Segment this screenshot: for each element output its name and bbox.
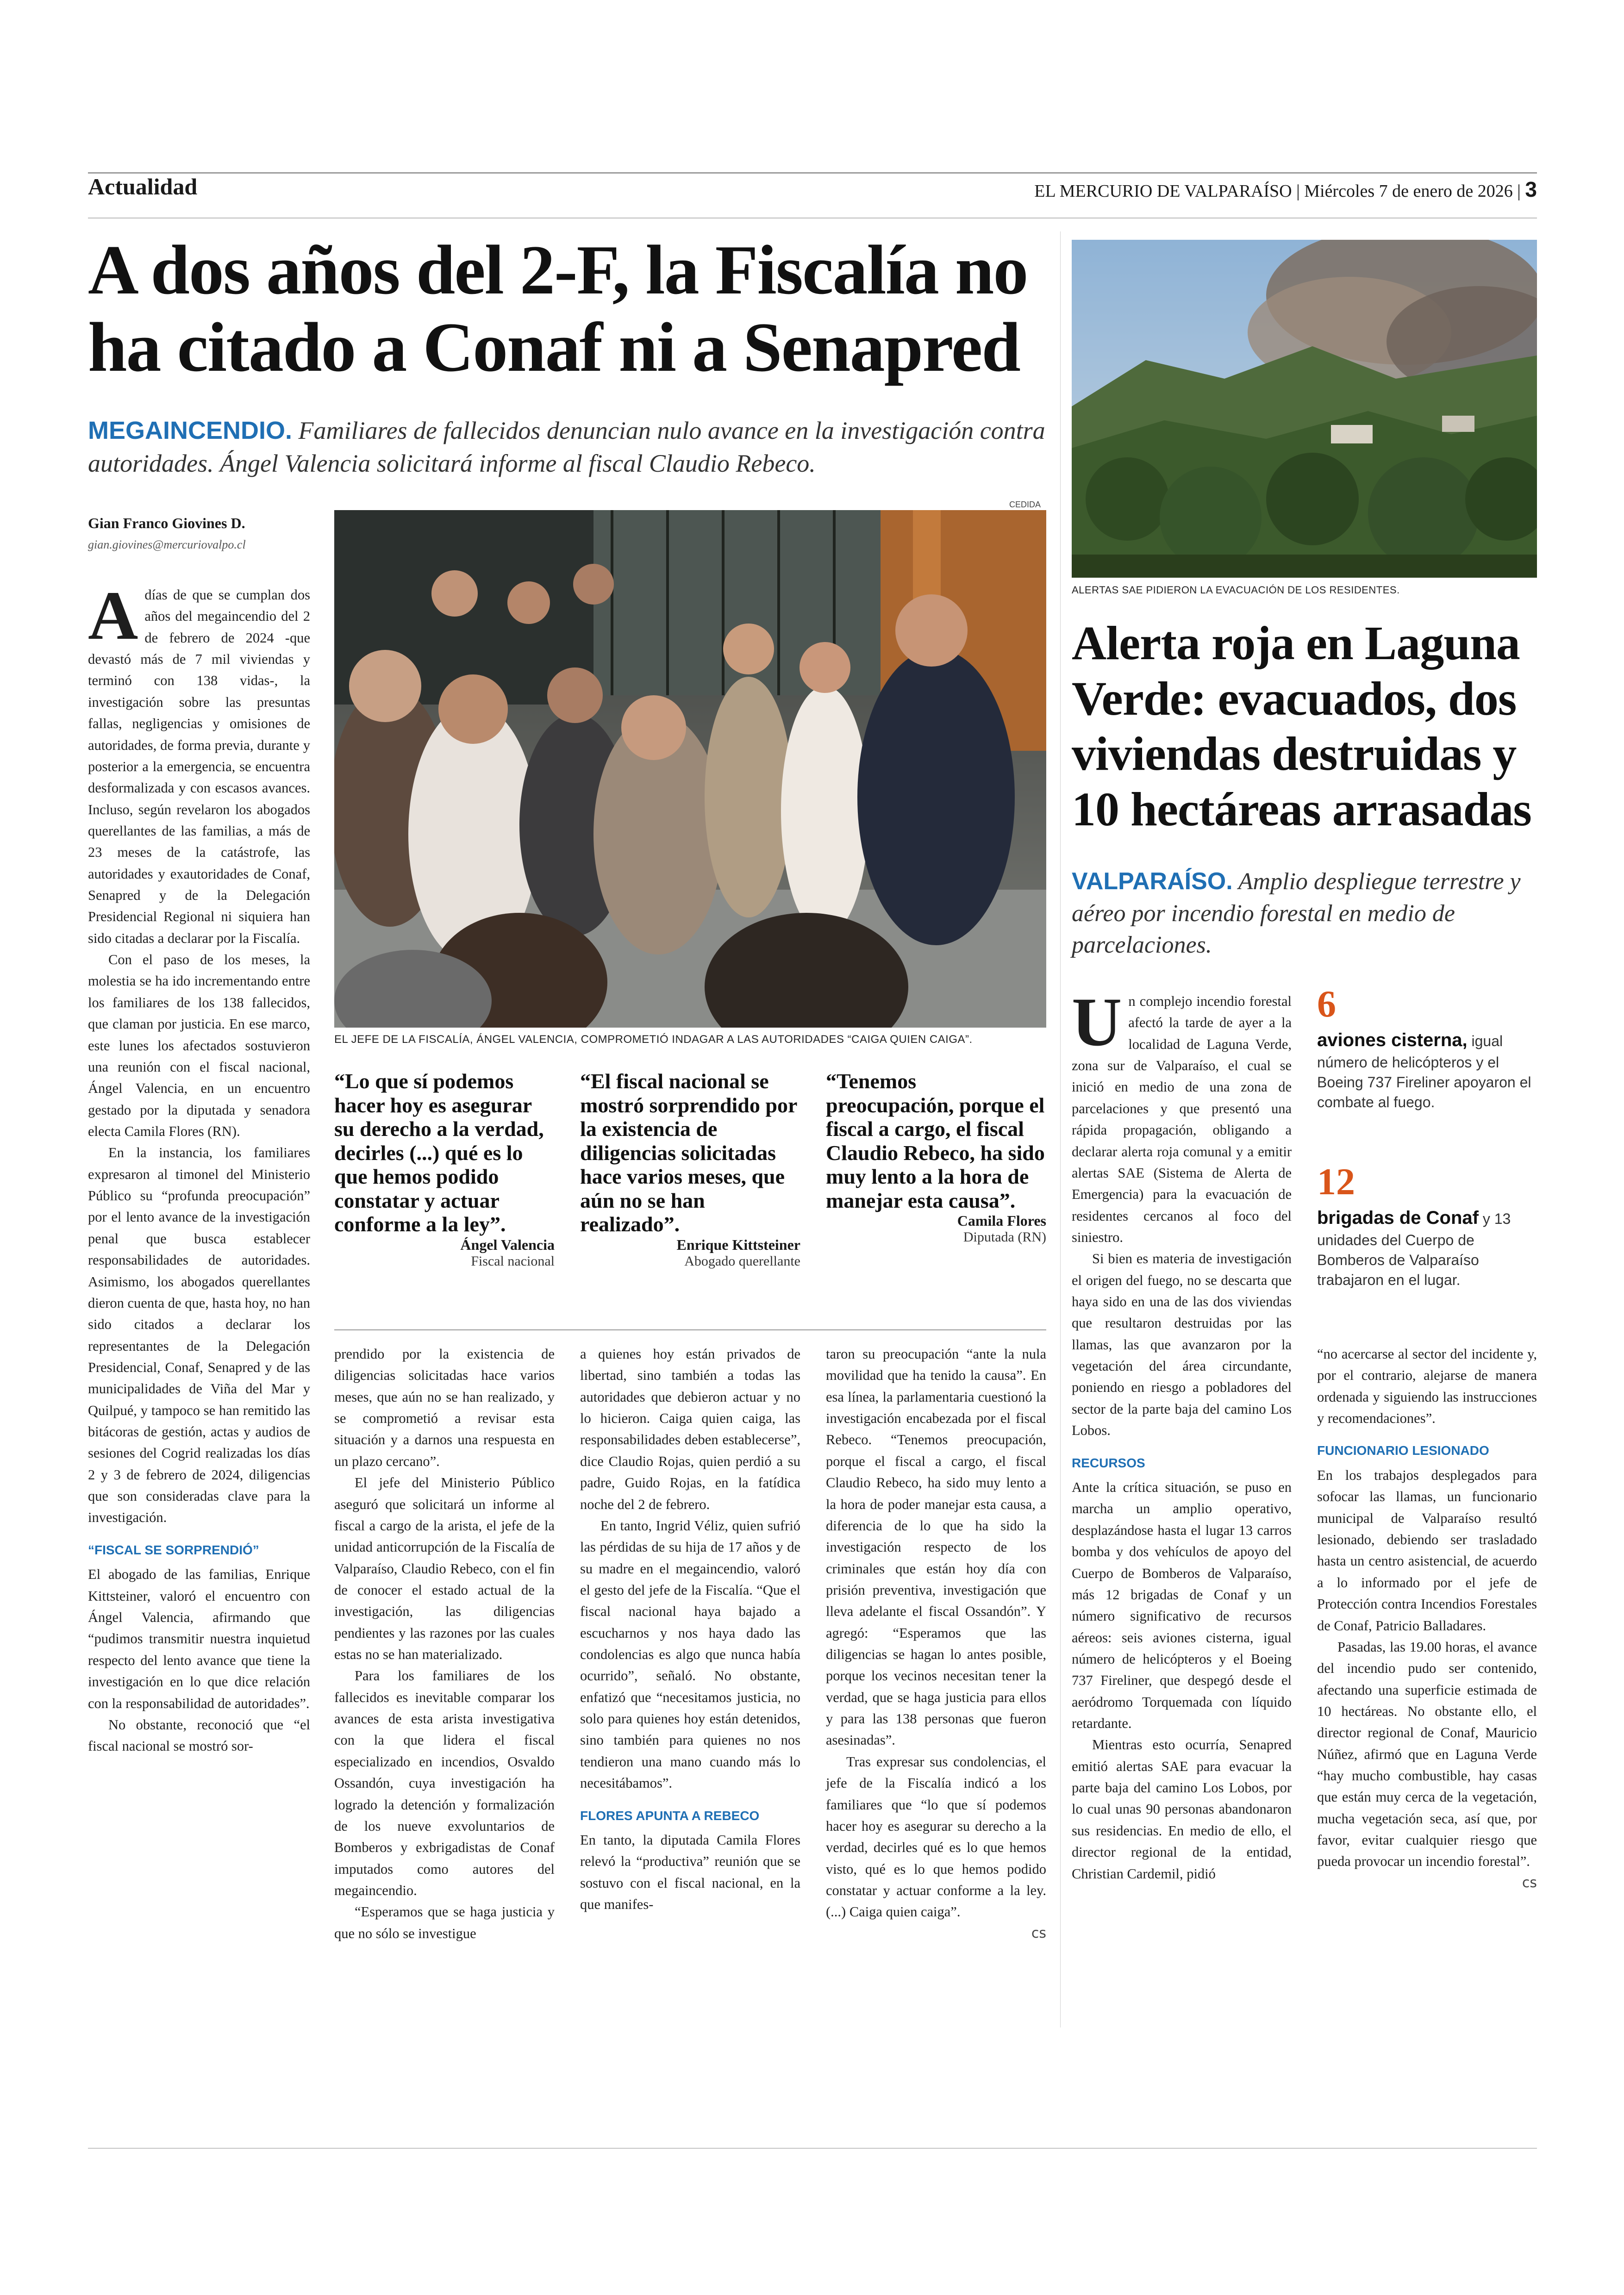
main-col3-p3: En tanto, la diputada Camila Flores relevó la “productiva” reunión que se sostuvo con el fiscal nacional, en la que manifes- <box>580 1832 800 1913</box>
side-subhead-lesionado: FUNCIONARIO LESIONADO <box>1317 1443 1489 1458</box>
stat-2-bold: brigadas de Conaf <box>1317 1208 1479 1228</box>
main-subhead-1: “FISCAL SE SORPRENDIÓ” <box>88 1542 259 1557</box>
publication-name: EL MERCURIO DE VALPARAÍSO <box>1034 181 1292 201</box>
cs-logo-icon: ᴄs <box>1031 1925 1046 1941</box>
byline: Gian Franco Giovines D. <box>88 515 245 531</box>
stat-box-2 <box>1317 1160 1537 1291</box>
story-divider <box>1060 231 1061 2027</box>
side-kicker: VALPARAÍSO. <box>1072 868 1233 895</box>
main-col1-p2: Con el paso de los meses, la molestia se ha ido incrementando entre los familiares de los 138 fallecidos, que claman por justicia. En ese marco, este lunes los afectados sostuvieron una reunión con el fiscal nacional, Ángel Valencia, en un encuentro gestado por la diputada y senadora electa Camila Flores (RN). <box>88 952 310 1139</box>
section-label: Actualidad <box>88 174 198 200</box>
side-colB-p1: “no acercarse al sector del incidente y, por el contrario, alejarse de manera ordenada y siguiendo las instrucciones y recomendaciones”. <box>1317 1346 1537 1427</box>
main-deck <box>88 414 1060 480</box>
pull-quote-1 <box>334 1069 555 1269</box>
main-col4-p1: taron su preocupación “ante la nula movilidad que ha tenido la causa”. En esa línea, la parlamentaria cuestionó la investigación encabezada por el fiscal Rebeco. “Tenemos preocupación, porque el fiscal a cargo, el fiscal Claudio Rebeco, ha sido muy lento a la hora de poder manejar esta causa, a diferencia de lo que ha sido la investigación respecto de los criminales que están hoy día con prisión preventiva, investigación que lleva adelante el fiscal Ossandón”. Y agregó: “Esperamos que las diligencias se hagan lo antes posible, porque los vecinos necesitan tener la verdad, que se haga justicia para ellos y para las 138 personas que fueron asesinadas”. <box>826 1346 1046 1748</box>
main-col2-p1: prendido por la existencia de diligencias solicitadas hace varios meses, que aún no se han realizado, y se comprometió a revisar esta situación y a darnos una respuesta en un plazo cercano”. <box>334 1346 555 1469</box>
side-colB-p3: Pasadas, las 19.00 horas, el avance del incendio pudo ser contenido, afectando una superficie estimada de 10 hectáreas. No obstante ello, el director regional de Conaf, Mauricio Núñez, afirmó que en Laguna Verde “hay mucho combustible, hay casas que están muy cerca de la vegetación, mucha vegetación seca, así que, por favor, evitar cualquier riesgo que pueda provocar un incendio forestal”. <box>1317 1639 1537 1870</box>
stat-2-number: 12 <box>1317 1160 1355 1203</box>
side-colB-p2: En los trabajos desplegados para sofocar las llamas, un funcionario municipal de Valparaíso resultó lesionado, debiendo ser trasladado hasta un centro asistencial, de acuerdo a lo informado por el jefe de Protección contra Incendios Forestales de Conaf, Patricio Balladares. <box>1317 1467 1537 1634</box>
main-col2-p4: “Esperamos que se haga justicia y que no sólo se investigue <box>334 1904 555 1941</box>
issue-date: Miércoles 7 de enero de 2026 <box>1304 181 1513 201</box>
side-deck <box>1072 866 1537 961</box>
main-photo <box>334 510 1046 1028</box>
pull-quote-3 <box>826 1069 1046 1245</box>
quote-1-author: Ángel Valencia <box>460 1236 555 1253</box>
main-col1-p4: El abogado de las familias, Enrique Kittsteiner, valoró el encuentro con Ángel Valencia, afirmando que “pudimos transmitir nuestra inquietud respecto del lento avance que tiene la investigación en lo que dice relación con la responsabilidad de autoridades”. <box>88 1566 310 1711</box>
side-deck-text: Amplio despliegue terrestre y aéreo por incendio forestal en medio de parcelaciones. <box>1072 868 1521 959</box>
main-col2-p3: Para los familiares de los fallecidos es inevitable comparar los avances de esta arista investigativa con la que lidera el fiscal especializado en incendios, Osvaldo Ossandón, cuya investigación ha logrado la detención y formalización de los nueve exvoluntarios de Bomberos y exbrigadistas de Conaf imputados como autores del megaincendio. <box>334 1668 555 1898</box>
side-colA-p1: n complejo incendio forestal afectó la tarde de ayer a la localidad de Laguna Verde, zona sur de Valparaíso, el cual se inició en medio de una zona de parcelaciones y que presentó una rápida propagación, obligando a declarar alerta roja comunal y a emitir alertas SAE (Sistema de Alerta de Emergencia) para la evacuación de residentes cercanos al foco del siniestro. <box>1072 993 1292 1245</box>
main-col3-p2: En tanto, Ingrid Véliz, quien sufrió las pérdidas de su hija de 17 años y de su madre en el megaincendio, valoró el gesto del jefe de la Fiscalía. “Que el fiscal nacional haya bajado a escucharnos y nos haya dado las condolencias es algo que nunca había ocurrido”, señaló. No obstante, enfatizó que “necesitamos justicia, no solo para quienes hoy están detenidos, sino también para quienes no nos tendieron una mano cuando más lo necesitábamos”. <box>580 1517 800 1791</box>
main-col1-p1: días de que se cumplan dos años del megaincendio del 2 de febrero de 2024 -que devastó más de 7 mil viviendas y terminó con 138 vidas-, la investigación sobre las presuntas fallas, negligencias y omisiones de autoridades, de forma previa, durante y posterior a la emergencia, se encuentra desformalizada y con escasos avances. Incluso, según revelaron los abogados querellantes de las familias, a más de 23 meses de la catástrofe, las autoridades y exautoridades de Conaf, Senapred y de la Delegación Presidencial Regional ni siquiera han sido citadas a declarar por la Fiscalía. <box>88 587 310 946</box>
side-colA-p2: Si bien es materia de investigación el origen del fuego, no se descarta que haya sido en una de las dos viviendas que resultaron destruidas por las llamas, las que avanzaron por la vegetación del área circundante, poniendo en riesgo a pobladores del sector de la parte baja del camino Los Lobos. <box>1072 1251 1292 1439</box>
main-subhead-2: FLORES APUNTA A REBECO <box>580 1808 760 1823</box>
main-col4-p2: Tras expresar sus condolencias, el jefe de la Fiscalía indicó a los familiares que “lo que sí podemos hacer hoy es asegurar su derecho a la verdad, decirles qué es lo que hemos visto, qué es lo que hemos podido constatar y actuar conforme a la ley. (...) Caiga quien caiga”. <box>826 1753 1046 1920</box>
main-col1-p3: En la instancia, los familiares expresaron al timonel del Ministerio Público su “profunda preocupación” por el lento avance de la investigación penal que busca establecer responsabilidades de autoridades. Asimismo, los abogados querellantes dieron cuenta de que, hasta hoy, no han sido citados a declarar los representantes de la Delegación Presidencial, Conaf, Senapred y de las municipalidades de Viña del Mar y Quilpué, y tampoco se han remitido las bitácoras de gestión, actas y audios de sesiones del Cogrid realizadas los días 2 y 3 de febrero de 2024, diligencias que son consideradas clave para la investigación. <box>88 1145 310 1526</box>
main-col3-p1: a quienes hoy están privados de libertad, sino también a todas las autoridades que debieron actuar y no lo hicieron. Caiga quien caiga, las responsabilidades deben establecerse”, dice Claudio Rojas, quien perdió a su padre, Guido Rojas, en la fatídica noche del 2 de febrero. <box>580 1346 800 1512</box>
main-column-1 <box>88 577 310 1757</box>
main-column-2 <box>334 1343 555 1944</box>
quote-3-text: “Tenemos preocupación, porque el fiscal a cargo, el fiscal Claudio Rebeco, ha sido muy lento a la hora de manejar esta causa”. <box>826 1069 1045 1212</box>
stat-2-rest: y 13 unidades del Cuerpo de Bomberos de Valparaíso trabajaron en el lugar. <box>1317 1210 1511 1289</box>
main-photo-caption: EL JEFE DE LA FISCALÍA, ÁNGEL VALENCIA, COMPROMETIÓ INDAGAR A LAS AUTORIDADES “CAIGA QUIEN CAIGA”. <box>334 1033 973 1046</box>
byline-email: gian.giovines@mercuriovalpo.cl <box>88 538 246 551</box>
masthead: EL MERCURIO DE VALPARAÍSO | Miércoles 7 de enero de 2026 | 3 <box>1034 177 1537 201</box>
cs-logo-icon-2: ᴄs <box>1522 1874 1537 1891</box>
stat-1-rest: igual número de helicópteros y el Boeing 737 Fireliner apoyaron el combate al fuego. <box>1317 1033 1531 1111</box>
main-column-3 <box>580 1343 800 1915</box>
quote-1-text: “Lo que sí podemos hacer hoy es asegurar su derecho a la verdad, decirles (...) qué es lo que hemos podido constatar y actuar conforme a la ley”. <box>334 1069 544 1236</box>
main-headline: A dos años del 2-F, la Fiscalía no ha citado a Conaf ni a Senapred <box>88 231 1028 387</box>
side-headline: Alerta roja en Laguna Verde: evacuados, dos viviendas destruidas y 10 hectáreas arrasadas <box>1072 617 1531 836</box>
quote-1-role: Fiscal nacional <box>471 1253 555 1269</box>
main-deck-text: Familiares de fallecidos denuncian nulo avance en la investigación contra autoridades. Ángel Valencia solicitará informe al fiscal Claudio Rebeco. <box>88 417 1045 478</box>
quote-3-author: Camila Flores <box>957 1212 1046 1229</box>
photo-credit: CEDIDA <box>1009 500 1041 509</box>
quotes-rule <box>334 1329 1046 1330</box>
stat-1-text <box>1317 1028 1537 1113</box>
fire-photo-caption: ALERTAS SAE PIDIERON LA EVACUACIÓN DE LOS RESIDENTES. <box>1072 584 1400 596</box>
main-column-4 <box>826 1343 1046 1944</box>
page-number: 3 <box>1525 177 1537 201</box>
side-colA-p4: Mientras esto ocurría, Senapred emitió alertas SAE para evacuar la parte baja del camino Los Lobos, por lo cual unas 90 personas abandonaron sus residencias. En medio de ello, el director regional de la entidad, Christian Cardemil, pidió <box>1072 1737 1292 1882</box>
top-rule <box>88 172 1537 174</box>
main-col2-p2: El jefe del Ministerio Público aseguró que solicitará un informe al fiscal a cargo de la arista, el jefe de la unidad anticorrupción de la Fiscalía de Valparaíso, Claudio Rebeco, con el fin de conocer el estado actual de la investigación, las diligencias pendientes y las razones por las cuales estas no se han materializado. <box>334 1475 555 1663</box>
main-dropcap: A <box>88 577 138 654</box>
bottom-rule <box>88 2148 1537 2149</box>
fire-photo <box>1072 240 1537 578</box>
side-dropcap: U <box>1072 984 1122 1060</box>
quote-3-role: Diputada (RN) <box>963 1229 1046 1245</box>
stat-1-number: 6 <box>1317 983 1336 1025</box>
side-column-b <box>1317 1343 1537 1893</box>
stat-box-1 <box>1317 985 1537 1113</box>
side-colA-p3: Ante la crítica situación, se puso en marcha un amplio operativo, desplazándose hasta el lugar 13 carros bomba y dos vehículos de apoyo del Cuerpo de Bomberos de Valparaíso, más 12 brigadas de Conaf y un número significativo de recursos aéreos: seis aviones cisterna, igual número de helicópteros y el Boeing 737 Fireliner, que despegó desde el aeródromo Torquemada con líquido retardante. <box>1072 1479 1292 1732</box>
pull-quote-2 <box>580 1069 800 1269</box>
quote-2-role: Abogado querellante <box>684 1253 800 1269</box>
main-col1-p5: No obstante, reconoció que “el fiscal nacional se mostró sor- <box>88 1716 310 1754</box>
side-subhead-recursos: RECURSOS <box>1072 1455 1145 1470</box>
stat-2-text <box>1317 1205 1537 1291</box>
main-kicker: MEGAINCENDIO. <box>88 417 293 444</box>
stat-1-bold: aviones cisterna, <box>1317 1030 1468 1050</box>
quote-2-text: “El fiscal nacional se mostró sorprendido por la existencia de diligencias solicitadas hace varios meses, que aún no se han realizado”. <box>580 1069 797 1236</box>
quote-2-author: Enrique Kittsteiner <box>676 1236 800 1253</box>
side-column-a <box>1072 984 1292 1884</box>
